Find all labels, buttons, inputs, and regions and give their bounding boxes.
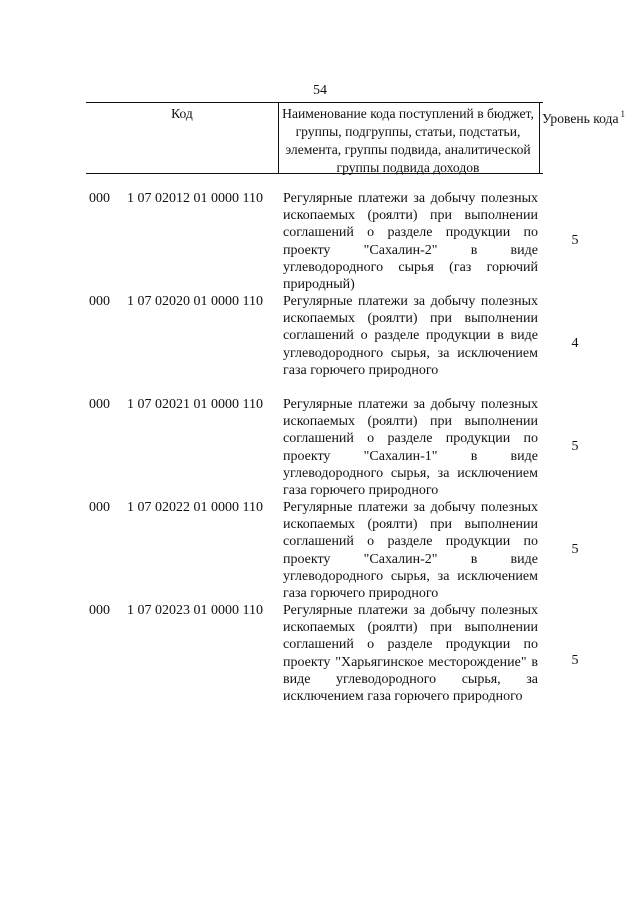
- row-admin-code: 000: [89, 397, 110, 412]
- row-name: Регулярные платежи за добычу полезных ископаемых (роялти) при выполнении соглашений о разделе продукции по проекту "Харьягинское месторождение" в виде углеводородного сырья, за исключением газа горючего природного: [283, 603, 538, 705]
- header-level-label: Уровень кода: [541, 111, 619, 126]
- row-level: 5: [571, 233, 579, 248]
- table-body: [0, 190, 640, 722]
- row-level: 5: [571, 653, 579, 668]
- row-name: Регулярные платежи за добычу полезных ископаемых (роялти) при выполнении соглашений о разделе продукции по проекту "Сахалин-2" в виде углеводородного сырья, за исключением газа горючего природного: [283, 500, 538, 602]
- row-code: 1 07 02022 01 0000 110: [127, 500, 263, 515]
- row-code: 1 07 02023 01 0000 110: [127, 603, 263, 618]
- row-code: 1 07 02020 01 0000 110: [127, 294, 263, 309]
- header-name: Наименование кода поступлений в бюджет, группы, подгруппы, статьи, подстатьи, элемента, группы подвида, аналитической группы подвида доходов: [282, 106, 534, 175]
- page-number: 54: [313, 83, 327, 98]
- header-level-footnote: 1: [620, 109, 626, 119]
- row-level: 4: [571, 336, 579, 351]
- table-header: [86, 102, 626, 175]
- header-level: [541, 103, 626, 175]
- table-row: [0, 190, 640, 293]
- row-code: 1 07 02012 01 0000 110: [127, 191, 263, 206]
- row-admin-code: 000: [89, 500, 110, 515]
- row-level: 5: [571, 542, 579, 557]
- row-name: Регулярные платежи за добычу полезных ископаемых (роялти) при выполнении соглашений о разделе продукции по проекту "Сахалин-2" в виде углеводородного сырья (газ горючий природный): [283, 191, 538, 293]
- table-row: [0, 293, 640, 396]
- row-admin-code: 000: [89, 294, 110, 309]
- column-divider: [539, 103, 540, 173]
- row-code: 1 07 02021 01 0000 110: [127, 397, 263, 412]
- table-row: [0, 396, 640, 499]
- header-code: Код: [171, 106, 193, 121]
- row-level: 5: [571, 439, 579, 454]
- row-admin-code: 000: [89, 191, 110, 206]
- row-admin-code: 000: [89, 603, 110, 618]
- table-row: [0, 602, 640, 722]
- row-name: Регулярные платежи за добычу полезных ископаемых (роялти) при выполнении соглашений о разделе продукции по проекту "Сахалин-1" в виде углеводородного сырья, за исключением газа горючего природного: [283, 397, 538, 499]
- row-name: Регулярные платежи за добычу полезных ископаемых (роялти) при выполнении соглашений о разделе продукции в виде углеводородного сырья, за исключением газа горючего природного: [283, 294, 538, 378]
- table-row: [0, 499, 640, 602]
